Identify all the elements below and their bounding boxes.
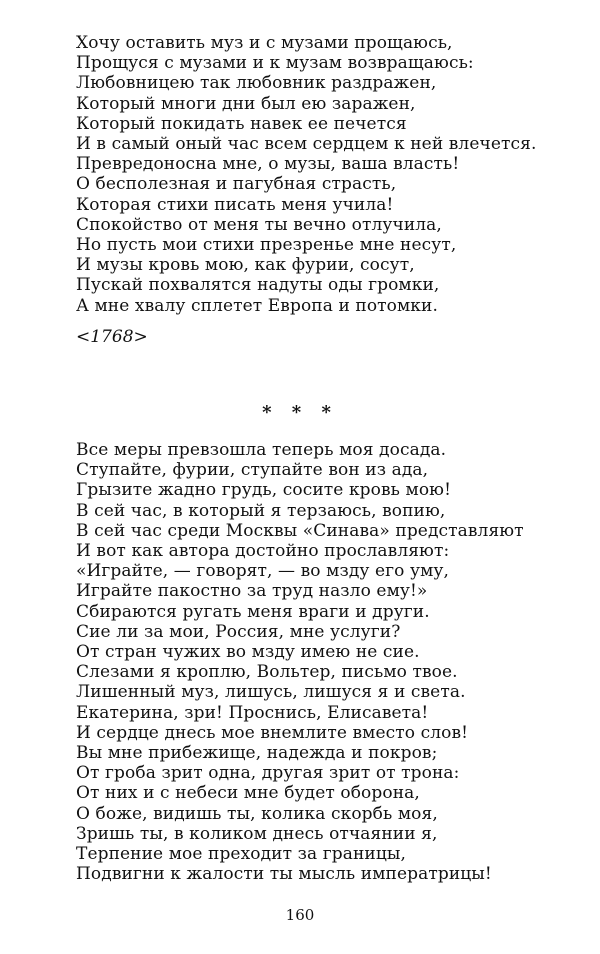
poem-line: А мне хвалу сплетет Европа и потомки. xyxy=(76,295,438,316)
section-divider: * * * xyxy=(262,402,338,423)
poem-line: Терпение мое преходит за границы, xyxy=(76,844,406,865)
poem-line: Спокойство от меня ты вечно отлучила, xyxy=(76,214,442,235)
poem-line: Вы мне прибежище, надежда и покров; xyxy=(76,743,438,764)
poem-line: Сие ли за мои, Россия, мне услуги? xyxy=(76,621,401,642)
poem-line: Грызите жадно грудь, сосите кровь мою! xyxy=(76,480,452,501)
poem-line: «Играйте, — говорят, — во мзду его уму, xyxy=(76,561,450,582)
poem-line: Сбираются ругать меня враги и други. xyxy=(76,601,430,622)
poem-line: Зришь ты, в коликом днесь отчаянии я, xyxy=(76,823,438,844)
poem-line: От стран чужих во мзду имею не сие. xyxy=(76,642,420,663)
poem-line: И в самый оный час всем сердцем к ней влечется. xyxy=(76,134,537,155)
poem-line: И музы кровь мою, как фурии, сосут, xyxy=(76,255,415,276)
poem-line: В сей час среди Москвы «Синава» представляют xyxy=(76,520,524,541)
poem-line: Который многи дни был ею заражен, xyxy=(76,93,416,114)
poem-line: От гроба зрит одна, другая зрит от трона: xyxy=(76,763,460,784)
poem-date: <1768> xyxy=(76,327,148,347)
poem-line: И сердце днесь мое внемлите вместо слов! xyxy=(76,722,469,743)
poem-line: Который покидать навек ее печется xyxy=(76,113,407,134)
poem-line: Но пусть мои стихи презренье мне несут, xyxy=(76,235,457,256)
poem-line: Слезами я кроплю, Вольтер, письмо твое. xyxy=(76,662,458,683)
poem-line: В сей час, в который я терзаюсь, вопию, xyxy=(76,500,446,521)
poem-line: Ступайте, фурии, ступайте вон из ада, xyxy=(76,460,429,481)
poem-line: Все меры превзошла теперь моя досада. xyxy=(76,440,447,460)
poem-line: Любовницею так любовник раздражен, xyxy=(76,73,437,94)
poem-line: Прощуся с музами и к музам возвращаюсь: xyxy=(76,53,474,74)
poem-line: И вот как автора достойно прославляют: xyxy=(76,541,450,562)
poem-line: Играйте пакостно за труд назло ему!» xyxy=(76,581,428,602)
page-number: 160 xyxy=(285,906,315,924)
poem-one xyxy=(76,33,536,316)
poem-line: Екатерина, зри! Проснись, Елисавета! xyxy=(76,702,429,723)
poem-line: Хочу оставить муз и с музами прощаюсь, xyxy=(76,33,453,53)
poem-line: О бесполезная и пагубная страсть, xyxy=(76,174,397,195)
poem-line: Лишенный муз, лишусь, лишуся я и света. xyxy=(76,682,466,703)
poem-line: Пускай похвалятся надуты оды громки, xyxy=(76,275,440,296)
poem-line: Превредоносна мне, о музы, ваша власть! xyxy=(76,154,460,175)
poem-line: От них и с небеси мне будет оборона, xyxy=(76,783,420,804)
poem-line: О боже, видишь ты, колика скорбь моя, xyxy=(76,803,438,824)
poem-line: Подвигни к жалости ты мысль императрицы! xyxy=(76,864,492,885)
poem-line: Которая стихи писать меня учила! xyxy=(76,194,394,215)
poem-two xyxy=(76,440,536,884)
